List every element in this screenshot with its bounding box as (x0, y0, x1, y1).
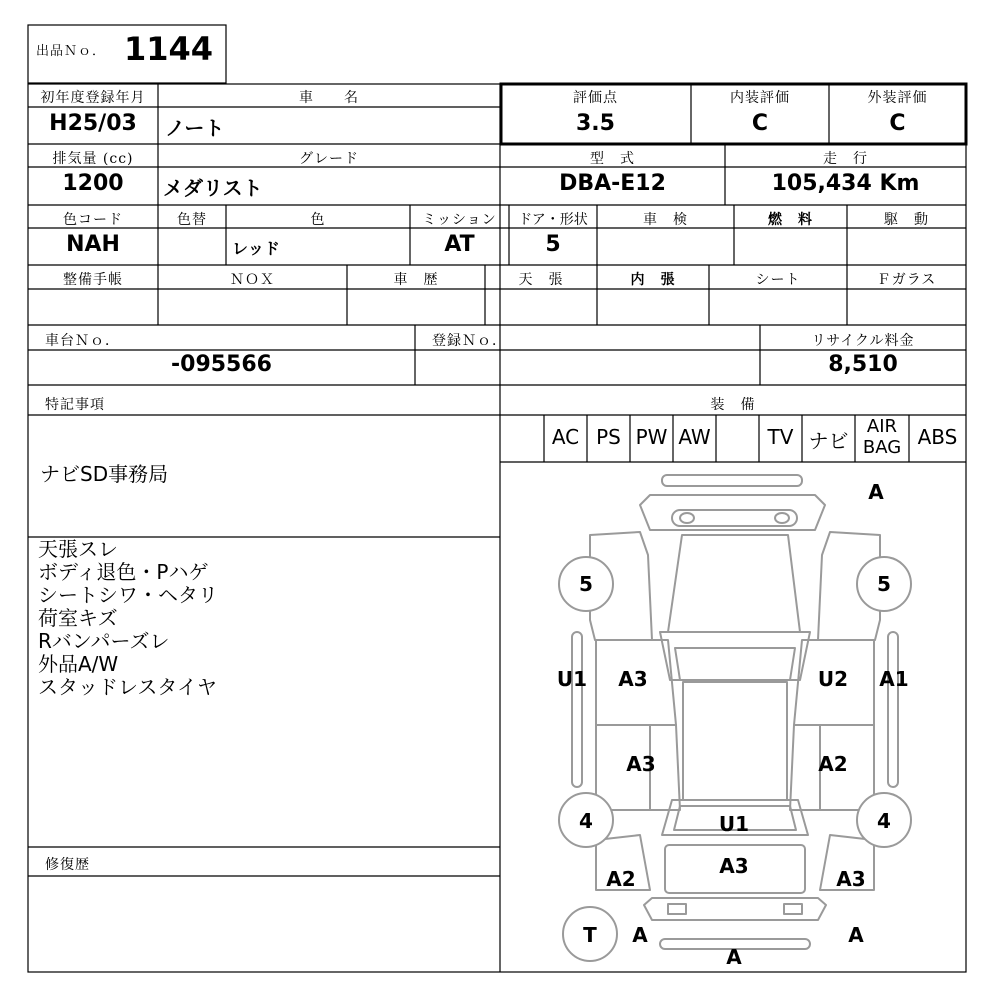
drive-label: 駆 動 (884, 212, 929, 228)
front-glass-label: Ｆガラス (876, 272, 937, 288)
mark-left-front-door: A3 (618, 667, 648, 691)
mark-wheel-rear-left: 4 (579, 809, 593, 833)
lot-number: 1144 (124, 30, 214, 68)
equipment-item-navi: ナビ (808, 429, 849, 453)
inspection-label: 車 検 (643, 212, 688, 228)
color-label: 色 (310, 212, 326, 228)
note-line: ボディ退色・Pハゲ (38, 560, 209, 584)
repair-history-label: 修復歴 (45, 857, 90, 873)
mark-left-rear-door: A3 (626, 752, 656, 776)
equipment-item-airbag: AIR BAG (862, 416, 902, 458)
mark-wheel-front-left: 5 (579, 572, 593, 596)
mark-wheel-rear-right: 4 (877, 809, 891, 833)
interior-grade-label: 内装評価 (730, 90, 790, 106)
reg-date-value: H25/03 (49, 111, 137, 136)
mark-right-fender: A1 (879, 667, 909, 691)
door-label: ドア・形状 (518, 212, 588, 228)
car-name-label: 車 名 (299, 90, 359, 106)
mark-wheel-front-right: 5 (877, 572, 891, 596)
exterior-grade-label: 外装評価 (867, 90, 928, 106)
note-line: シートシワ・ヘタリ (38, 583, 218, 607)
car-history-label: 車 歴 (393, 272, 439, 288)
mileage-label: 走 行 (823, 151, 868, 167)
color-value: レッド (232, 239, 280, 258)
mission-label: ミッション (422, 212, 497, 228)
model-value: DBA-E12 (559, 171, 666, 196)
equipment-item-pw: PW (635, 425, 668, 449)
note-line: 荷室キズ (38, 606, 118, 630)
mark-roof-rear: U1 (718, 812, 750, 836)
equipment-item-aw: AW (678, 425, 711, 449)
door-value: 5 (545, 232, 561, 257)
note-line: スタッドレスタイヤ (38, 675, 217, 699)
mark-left-quarter: A2 (606, 867, 636, 891)
note-line: 外品A/W (38, 652, 119, 676)
nox-label: ＮＯＸ (230, 272, 275, 288)
registration-no-label: 登録Ｎｏ． (432, 333, 507, 349)
notes-label: 特記事項 (45, 397, 105, 413)
grade-value: メダリスト (163, 176, 263, 200)
interior-grade-value: C (751, 111, 769, 136)
equipment-item-ps: PS (596, 425, 621, 449)
mark-rear-left: A (632, 923, 648, 947)
exterior-grade-value: C (889, 111, 906, 136)
chassis-no-label: 車台Ｎｏ． (45, 333, 120, 349)
mileage-value: 105,434 Km (771, 171, 920, 196)
equipment-label: 装 備 (710, 397, 756, 413)
displacement-label: 排気量 (cc) (52, 151, 134, 167)
fuel-label: 燃 料 (768, 212, 813, 228)
equipment-item-abs: ABS (917, 425, 958, 449)
recycle-fee-label: リサイクル料金 (811, 333, 915, 349)
maintenance-label: 整備手帳 (63, 272, 123, 288)
mark-right-rear-door: A2 (818, 752, 848, 776)
mark-left-pillar: U1 (556, 667, 588, 691)
grade-label: グレード (299, 151, 359, 167)
equipment-item-tv: TV (767, 425, 794, 449)
displacement-value: 1200 (62, 171, 124, 196)
seat-label: シート (755, 272, 801, 288)
chassis-no-value: -095566 (171, 352, 272, 377)
interior-trim-label: 内 張 (630, 272, 676, 288)
lot-label: 出品Ｎｏ． (36, 44, 107, 59)
notes-top-line: ナビSD事務局 (40, 462, 169, 486)
mark-spare-tire: T (583, 923, 597, 947)
note-line: Rバンパーズレ (38, 629, 170, 653)
color-change-label: 色替 (177, 212, 207, 228)
score-label: 評価点 (573, 90, 618, 106)
mission-value: AT (444, 232, 475, 257)
model-label: 型 式 (590, 151, 635, 167)
mark-rear-right: A (848, 923, 864, 947)
car-name-value: ノート (165, 116, 225, 140)
color-code-value: NAH (66, 232, 120, 257)
mark-rear-bumper: A (726, 945, 742, 969)
mark-front-bumper: A (868, 480, 884, 504)
equipment-item-ac: AC (551, 425, 580, 449)
ceiling-label: 天 張 (518, 272, 564, 288)
mark-hatch: A3 (719, 854, 749, 878)
reg-date-label: 初年度登録年月 (40, 90, 146, 106)
mark-right-pillar: U2 (817, 667, 849, 691)
score-value: 3.5 (576, 111, 615, 136)
note-line: 天張スレ (38, 537, 118, 561)
recycle-fee-value: 8,510 (828, 352, 898, 377)
mark-right-quarter: A3 (836, 867, 866, 891)
color-code-label: 色コード (63, 212, 123, 228)
